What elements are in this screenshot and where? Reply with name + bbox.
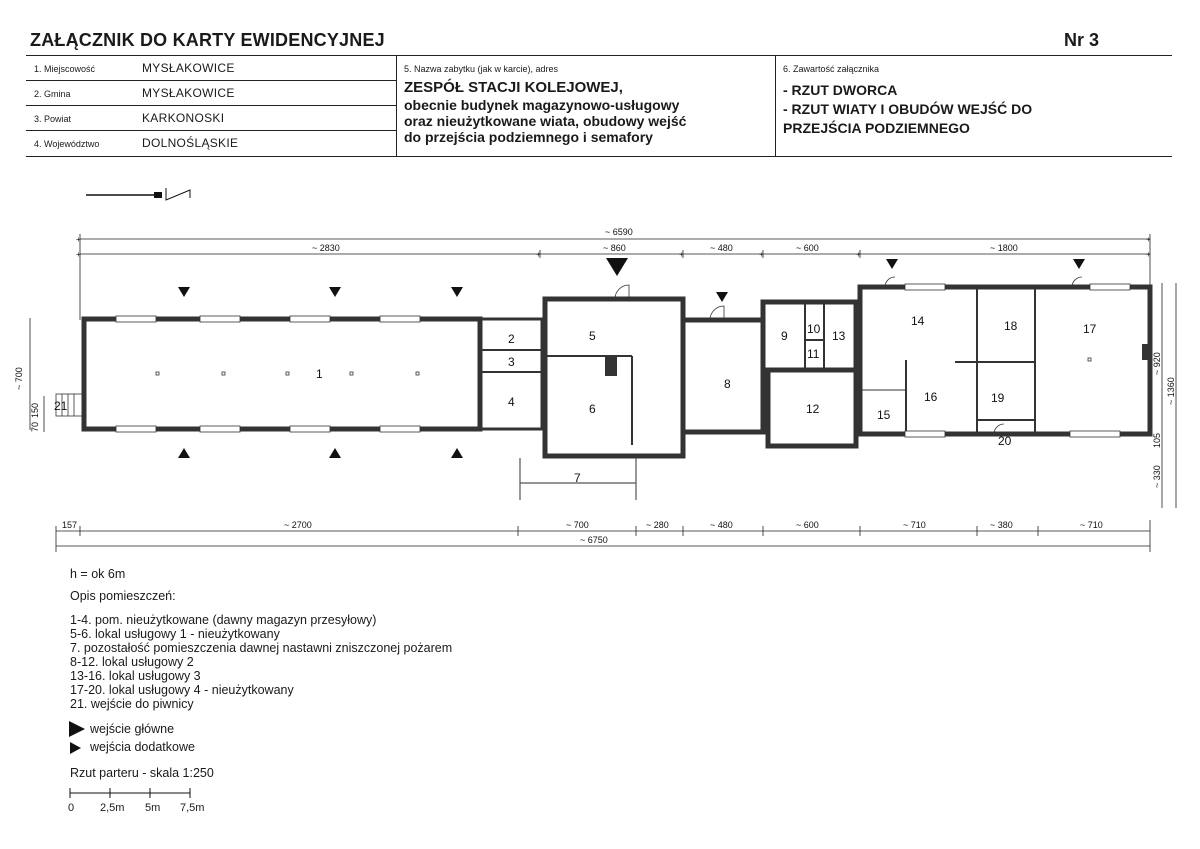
main-entrance-icon: [606, 258, 628, 276]
contents-line-2: - RZUT WIATY I OBUDÓW WEJŚĆ DO: [783, 101, 1033, 117]
field-value-county: KARKONOSKI: [142, 111, 225, 125]
main-entrance-legend-icon: [69, 721, 85, 737]
scale-tick-2: 5m: [145, 802, 161, 814]
field-label-county: 3. Powiat: [34, 114, 72, 124]
monument-name-line-3: oraz nieużytkowane wiata, obudowy wejść: [404, 113, 687, 129]
annex-number: Nr 3: [1064, 30, 1100, 50]
dim-top-4: ~ 600: [796, 243, 819, 253]
room-description-item: 8-12. lokal usługowy 2: [70, 655, 194, 669]
room-number: 2: [508, 332, 515, 346]
room-numbers: [54, 314, 1097, 485]
side-entrance-legend-icon: [70, 742, 81, 754]
stove-block: [1142, 344, 1150, 360]
room-number: 4: [508, 395, 515, 409]
dim-top-2: ~ 860: [603, 243, 626, 253]
document-title: ZAŁĄCZNIK DO KARTY EWIDENCYJNEJ: [30, 30, 385, 50]
field-label-voivodeship: 4. Województwo: [34, 139, 100, 149]
room-number: 6: [589, 402, 596, 416]
chimney-block: [605, 356, 617, 376]
dim-top-3: ~ 480: [710, 243, 733, 253]
room-number: 5: [589, 329, 596, 343]
side-entrance-icon: [178, 287, 190, 297]
room-number: 19: [991, 391, 1005, 405]
svg-text:+: +: [759, 250, 764, 259]
room-number: 16: [924, 390, 938, 404]
field-value-locality: MYSŁAKOWICE: [142, 61, 235, 75]
dim-bottom-9: ~ 710: [1080, 520, 1103, 530]
room-number: 8: [724, 377, 731, 391]
room-number: 18: [1004, 319, 1018, 333]
field-label-locality: 1. Miejscowość: [34, 64, 96, 74]
dim-top-1: ~ 2830: [312, 243, 340, 253]
dim-bottom-6: ~ 600: [796, 520, 819, 530]
room-number: 9: [781, 329, 788, 343]
room-number: 15: [877, 408, 891, 422]
north-arrow-icon: [86, 188, 190, 200]
building-height: h = ok 6m: [70, 567, 126, 581]
room-number: 1: [316, 367, 323, 381]
svg-text:+: +: [536, 250, 541, 259]
monument-name-line-1: ZESPÓŁ STACJI KOLEJOWEJ,: [404, 79, 623, 96]
dimension-labels: [14, 227, 1176, 545]
dim-bottom-7: ~ 710: [903, 520, 926, 530]
legend-main-entrance: wejście główne: [90, 722, 175, 736]
monument-name-line-4: do przejścia podziemnego i semafory: [404, 129, 653, 145]
column-markers: [156, 358, 1091, 375]
room-description-item: 7. pozostałość pomieszczenia dawnej nastawni zniszczonej pożarem: [70, 641, 453, 655]
side-entrance-icon: [178, 448, 190, 458]
scale-tick-1: 2,5m: [100, 802, 125, 814]
field-value-voivodeship: DOLNOŚLĄSKIE: [142, 136, 239, 150]
dim-bottom-3: ~ 700: [566, 520, 589, 530]
legend-extra-entrances: wejścia dodatkowe: [90, 740, 195, 754]
svg-text:+: +: [679, 250, 684, 259]
dim-bottom-1: 157: [62, 520, 78, 530]
field-value-commune: MYSŁAKOWICE: [142, 86, 235, 100]
side-entrance-icon: [329, 287, 341, 297]
scale-tick-0: 0: [68, 802, 75, 814]
svg-text:+: +: [76, 235, 81, 244]
side-entrance-icon: [451, 448, 463, 458]
room-number: 3: [508, 355, 515, 369]
dim-right-4: ~ 330: [1152, 465, 1162, 488]
svg-text:+: +: [76, 250, 81, 259]
dim-left-2: 150: [30, 402, 40, 418]
field-label-commune: 2. Gmina: [34, 89, 71, 99]
room-description-item: 21. wejście do piwnicy: [70, 697, 194, 711]
scale-caption: Rzut parteru - skala 1:250: [70, 766, 214, 780]
room-number: 17: [1083, 322, 1097, 336]
dim-left-3: 70: [30, 421, 40, 432]
monument-label: 5. Nazwa zabytku (jak w karcie), adres: [404, 64, 559, 74]
room-number: 20: [998, 434, 1012, 448]
room-description-item: 17-20. lokal usługowy 4 - nieużytkowany: [70, 683, 294, 697]
side-entrance-icon: [1073, 259, 1085, 269]
room-number: 12: [806, 402, 820, 416]
dim-bottom-5: ~ 480: [710, 520, 733, 530]
dim-left-1: ~ 700: [14, 367, 24, 390]
dim-bottom-2: ~ 2700: [284, 520, 312, 530]
dim-right-1: ~ 920: [1152, 352, 1162, 375]
dim-right-3: 105: [1152, 432, 1162, 448]
interior-walls: [480, 287, 1035, 445]
dim-top-total: ~ 6590: [605, 227, 633, 237]
scale-bar: [68, 786, 218, 800]
side-entrance-icon: [716, 292, 728, 302]
rooms-description-heading: Opis pomieszczeń:: [70, 589, 176, 603]
side-entrance-icon: [329, 448, 341, 458]
room-number: 7: [574, 471, 581, 485]
room-number: 11: [807, 347, 820, 361]
scale-tick-3: 7,5m: [180, 802, 205, 814]
svg-text:+: +: [1146, 250, 1151, 259]
monument-name-line-2: obecnie budynek magazynowo-usługowy: [404, 97, 680, 113]
room-number: 10: [807, 322, 821, 336]
room-description-item: 13-16. lokal usługowy 3: [70, 669, 201, 683]
dim-bottom-8: ~ 380: [990, 520, 1013, 530]
room-description-item: 5-6. lokal usługowy 1 - nieużytkowany: [70, 627, 280, 641]
contents-line-3: PRZEJŚCIA PODZIEMNEGO: [783, 120, 970, 136]
contents-label: 6. Zawartość załącznika: [783, 64, 880, 74]
dim-bottom-4: ~ 280: [646, 520, 669, 530]
contents-line-1: - RZUT DWORCA: [783, 82, 898, 98]
dim-bottom-total: ~ 6750: [580, 535, 608, 545]
room-description-item: 1-4. pom. nieużytkowane (dawny magazyn przesyłowy): [70, 613, 377, 627]
room-number: 13: [832, 329, 846, 343]
svg-text:+: +: [1146, 235, 1151, 244]
room-number: 21: [54, 399, 68, 413]
svg-text:+: +: [856, 250, 861, 259]
room-number: 14: [911, 314, 925, 328]
side-entrance-icon: [451, 287, 463, 297]
legend-icons: [68, 718, 88, 758]
side-entrance-icon: [886, 259, 898, 269]
dim-top-5: ~ 1800: [990, 243, 1018, 253]
dim-right-2: ~ 1360: [1166, 377, 1176, 405]
